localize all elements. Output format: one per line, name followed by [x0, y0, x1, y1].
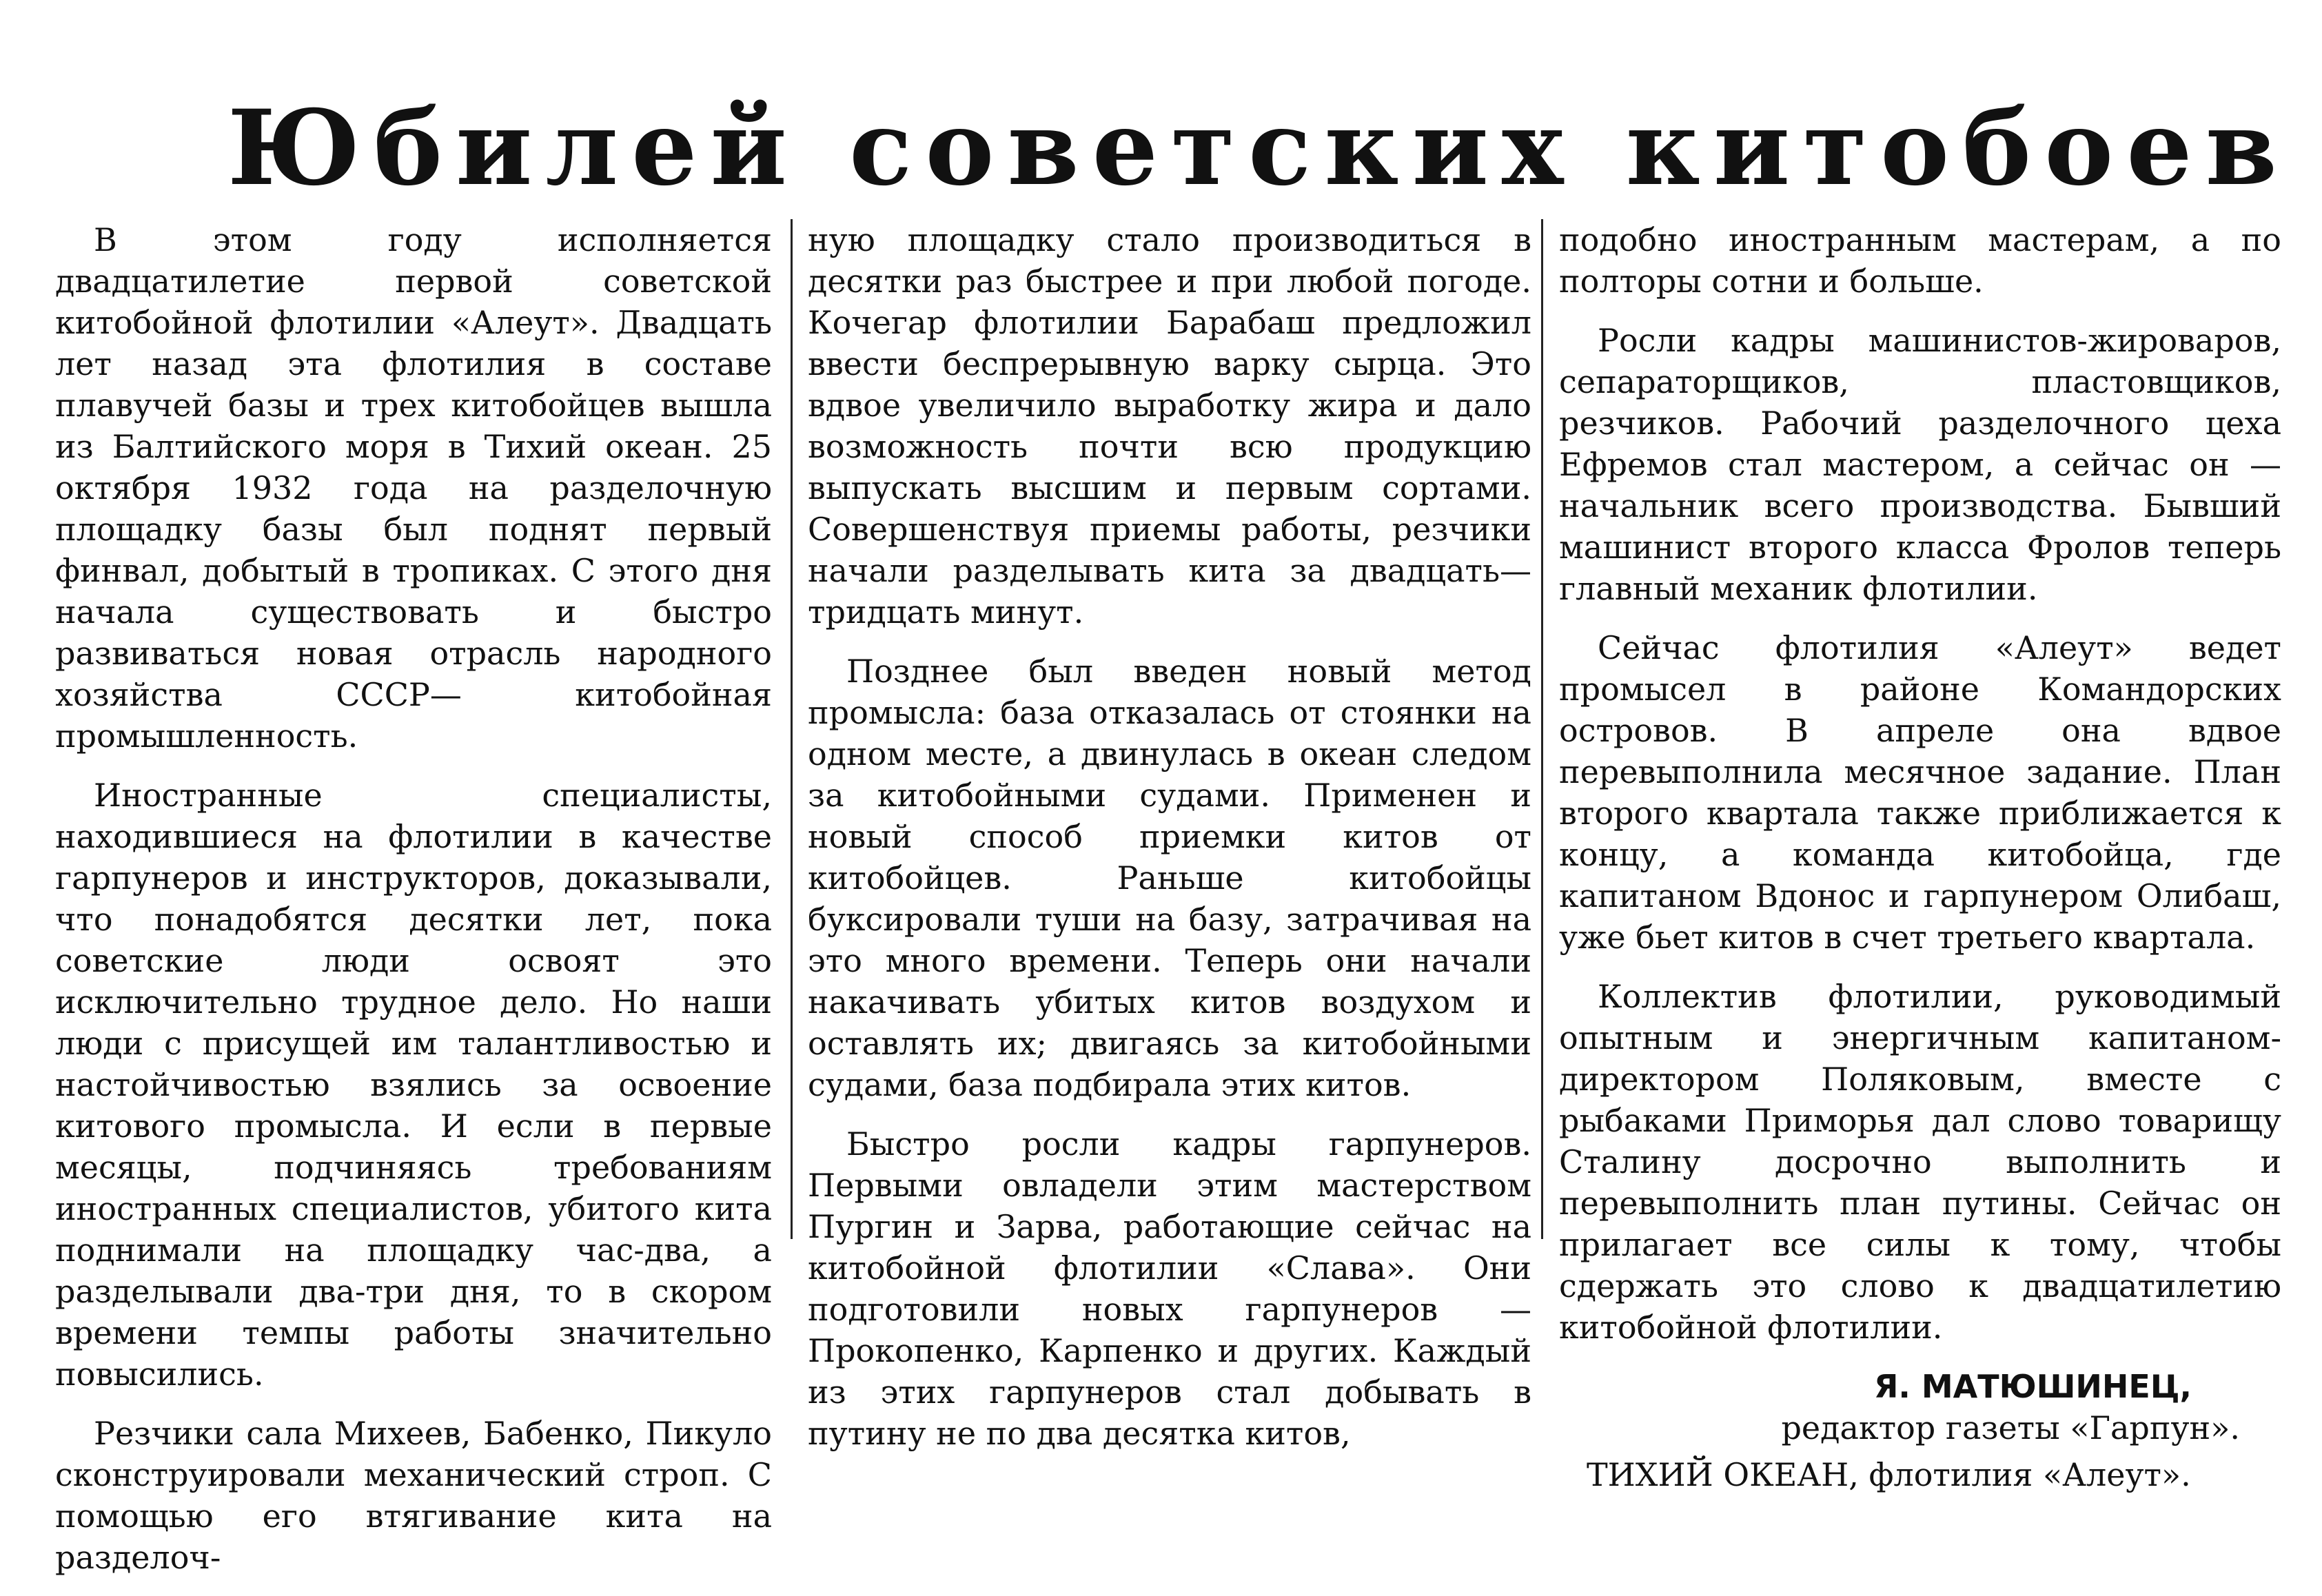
paragraph: Резчики сала Михеев, Бабенко, Пикуло сконструировали механический строп. С помощью его втягивание кита на разделоч- [55, 1415, 772, 1576]
headline: Юбилей советских китобоев [227, 88, 2290, 209]
paragraph: Иностранные специалисты, находившиеся на флотилии в качестве гарпунеров и инструкторов, доказывали, что понадобятся десятки лет, пока советские люди освоят это исключительно трудное дело. Но наши люди с присущей им талантливостью и настойчивостью взялись за освоение китового промысла. И если в первые месяцы, подчиняясь требованиям иностранных специалистов, убитого кита поднимали на площадку час-два, а разделывали два-три дня, то в скором времени темпы работы значительно повысились. [55, 777, 772, 1393]
column-3 [1559, 219, 2281, 1495]
column-2 [808, 219, 1531, 1472]
paragraph: Коллектив флотилии, руководимый опытным и энергичным капитаном-директором Поляковым, вместе с рыбаками Приморья дал слово товарищу Сталину досрочно выполнить и перевыполнить план путины. Сейчас он прилагает все силы к тому, чтобы сдержать это слово к двадцатилетию китобойной флотилии. [1559, 978, 2281, 1346]
author-name: Я. МАТЮШИНЕЦ, [1873, 1368, 2192, 1405]
paragraph: Позднее был введен новый метод промысла: база отказалась от стоянки на одном месте, а двинулась в океан следом за китобойными судами. Применен и новый способ приемки китов от китобойцев. Раньше китобойцы буксировали туши на базу, затрачивая на это много времени. Теперь они начали накачивать убитых китов воздухом и оставлять их; двигаясь за китобойными судами, база подбирала этих китов. [808, 653, 1531, 1103]
column-rule-2 [1541, 219, 1543, 1239]
paragraph: В этом году исполняется двадцатилетие первой советской китобойной флотилии «Алеут». Двадцать лет назад эта флотилия в составе плавучей базы и трех китобойцев вышла из Балтийского моря в Тихий океан. 25 октября 1932 года на разделочную площадку базы был поднят первый финвал, добытый в тропиках. С этого дня начала существовать и быстро развиваться новая отрасль народного хозяйства СССР— китобойная промышленность. [55, 221, 772, 755]
paragraph: Сейчас флотилия «Алеут» ведет промысел в районе Командорских островов. В апреле она вдвое перевыполнила месячное задание. План второго квартала также приближается к концу, а команда китобойца, где капитаном Вдонос и гарпунером Олибаш, уже бьет китов в счет третьего квартала. [1559, 629, 2281, 956]
column-1 [55, 219, 772, 1596]
dateline: ТИХИЙ ОКЕАН, флотилия «Алеут». [1587, 1456, 2191, 1493]
paragraph-continued: подобно иностранным мастерам, а по полторы сотни и больше. [1559, 221, 2281, 300]
column-rule-1 [791, 219, 793, 1239]
paragraph-continued: ную площадку стало производиться в десятки раз быстрее и при любой погоде. Кочегар флотилии Барабаш предложил ввести беспрерывную варку сырца. Это вдвое увеличило выработку жира и дало возможность почти всю продукцию выпускать высшим и первым сортами. Совершенствуя приемы работы, резчики начали разделывать кита за двадцать—тридцать минут. [808, 221, 1531, 631]
author-title: редактор газеты «Гарпун». [1781, 1409, 2240, 1446]
paragraph: Быстро росли кадры гарпунеров. Первыми овладели этим мастерством Пургин и Зарва, работающие сейчас на китобойной флотилии «Слава». Они подготовили новых гарпунеров — Прокопенко, Карпенко и других. Каждый из этих гарпунеров стал добывать в путину не по два десятка китов, [808, 1125, 1531, 1452]
paragraph: Росли кадры машинистов-жироваров, сепараторщиков, пластовщиков, резчиков. Рабочий разделочного цеха Ефремов стал мастером, а сейчас он — начальник всего производства. Бывший машинист второго класса Фролов теперь главный механик флотилии. [1559, 322, 2281, 607]
